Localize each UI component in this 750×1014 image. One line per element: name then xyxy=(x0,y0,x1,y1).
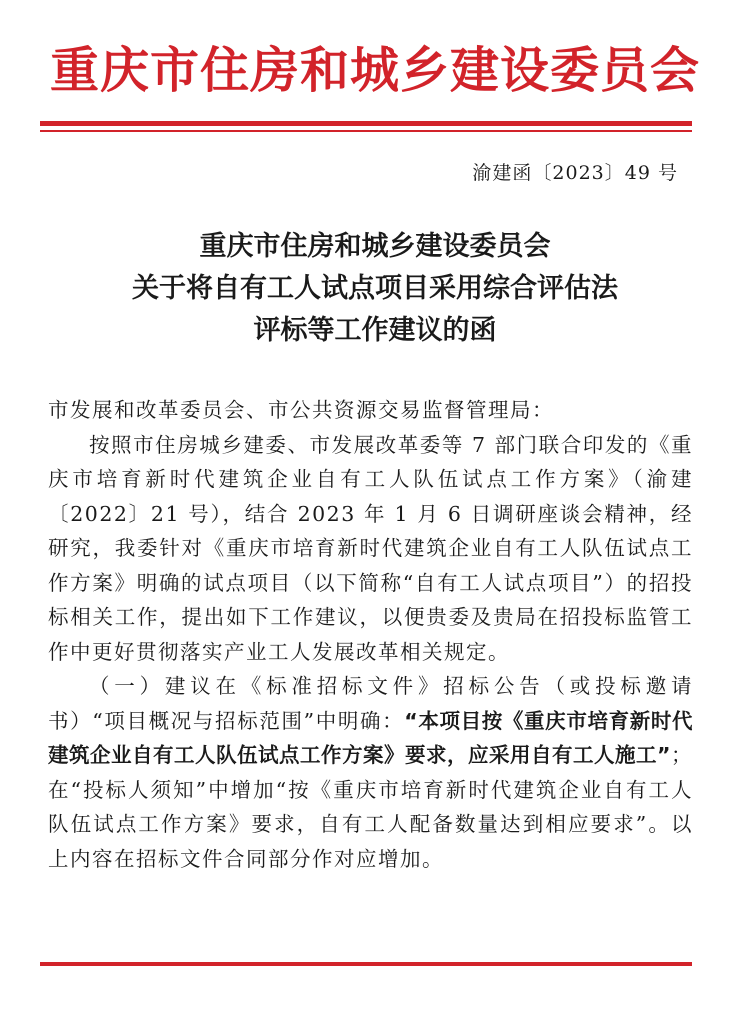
title-line-2: 关于将自有工人试点项目采用综合评估法 xyxy=(132,273,618,304)
paragraph-1: 按照市住房城乡建委、市发展改革委等 7 部门联合印发的《重庆市培育新时代建筑企业自有工人队伍试点工作方案》（渝建〔2022〕21 号），结合 2023 年 1 月 6 日调研座谈会精神，经研究，我委针对《重庆市培育新时代建筑企业自有工人队伍试点工作方案》明确的试点项目（以下简称“自有工人试点项目”）的招投标相关工作，提出如下工作建议，以便贵委及贵局在招投标监管工作中更好贯彻落实产业工人发展改革相关规定。 xyxy=(48,432,693,664)
paragraph-2-intro: （一）建议在《标准招标文件》招标公告（或投标邀请书）“项目概况与招标范围”中明确： xyxy=(48,674,693,733)
salutation: 市发展和改革委员会、市公共资源交易监督管理局： xyxy=(48,398,554,422)
header-rule-thin xyxy=(40,130,692,132)
header-rule-thick xyxy=(40,121,692,126)
paragraph-2-rest: ；在“投标人须知”中增加“按《重庆市培育新时代建筑企业自有工人队伍试点工作方案》要求，自有工人配备数量达到相应要求”。以上内容在招标文件合同部分作对应增加。 xyxy=(48,743,693,871)
letter-body xyxy=(48,393,693,876)
footer-rule xyxy=(40,962,692,966)
document-title xyxy=(40,226,710,352)
organization-header: 重庆市住房和城乡建设委员会 xyxy=(49,42,700,99)
title-line-1: 重庆市住房和城乡建设委员会 xyxy=(199,231,551,262)
title-line-3: 评标等工作建议的函 xyxy=(253,315,497,346)
paragraph-2-bold: “本项目按《重庆市培育新时代建筑企业自有工人队伍试点工作方案》要求，应采用自有工人施工” xyxy=(48,708,693,767)
document-number: 渝建函〔2023〕49 号 xyxy=(472,162,678,184)
paragraph-2 xyxy=(48,669,693,876)
